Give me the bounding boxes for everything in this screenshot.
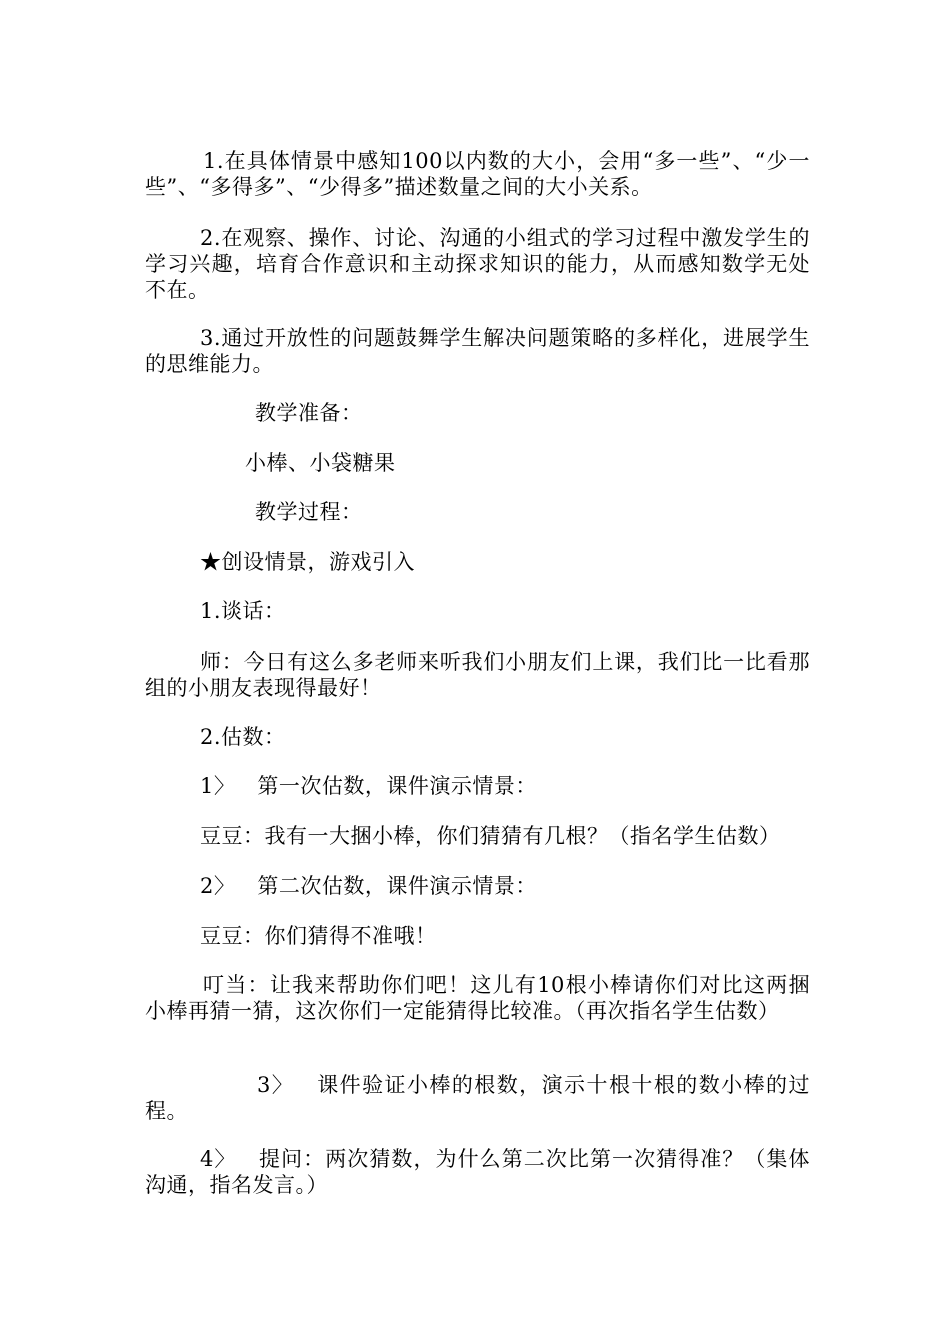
- substep-text: 课件验证小棒的根数，演示十根十根的数小棒的过程。: [145, 1073, 810, 1123]
- objective-2: 2.在观察、操作、讨论、沟通的小组式的学习过程中激发学生的学习兴趣，培育合作意识和主动探求知识的能力，从而感知数学无处不在。: [145, 226, 810, 302]
- substep-second-estimate: [145, 873, 810, 899]
- substep-first-estimate: [145, 773, 810, 799]
- teacher-dialogue: 师：今日有这么多老师来听我们小朋友们上课，我们比一比看那组的小朋友表现得最好！: [145, 650, 810, 700]
- objective-3: 3.通过开放性的问题鼓舞学生解决问题策略的多样化，进展学生的思维能力。: [145, 326, 810, 376]
- substep-number: 3〉: [257, 1073, 295, 1097]
- substep-number: 4〉: [200, 1147, 237, 1171]
- dingdang-dialogue: 叮当：让我来帮助你们吧！这儿有10根小棒请你们对比这两捆小棒再猜一猜，这次你们一定能猜得比较准。（再次指名学生估数）: [145, 973, 810, 1023]
- substep-number: 1〉: [200, 774, 236, 798]
- doudou-dialogue-2: 豆豆：你们猜得不准哦！: [200, 924, 437, 948]
- substep-text: 第一次估数，课件演示情景：: [257, 774, 537, 798]
- substep-question: [145, 1146, 810, 1198]
- substep-text: 第二次估数，课件演示情景：: [257, 874, 537, 898]
- substep-verify: [145, 1072, 810, 1124]
- teaching-process-heading: 教学过程：: [255, 500, 363, 524]
- section-heading-scenario: ★创设情景，游戏引入: [200, 550, 415, 574]
- step-estimation: 2.估数：: [200, 725, 286, 749]
- objective-1: 1.在具体情景中感知100以内数的大小，会用“多一些”、“少一些”、“多得多”、“少得多”描述数量之间的大小关系。: [145, 149, 810, 199]
- teaching-preparation-heading: 教学准备：: [255, 401, 363, 425]
- doudou-dialogue-1: 豆豆：我有一大捆小棒，你们猜猜有几根？（指名学生估数）: [200, 824, 781, 848]
- substep-text: 提问：两次猜数，为什么第二次比第一次猜得准？（集体沟通，指名发言。）: [145, 1147, 810, 1197]
- step-conversation: 1.谈话：: [200, 599, 286, 623]
- substep-number: 2〉: [200, 874, 236, 898]
- teaching-materials: 小棒、小袋糖果: [245, 451, 396, 475]
